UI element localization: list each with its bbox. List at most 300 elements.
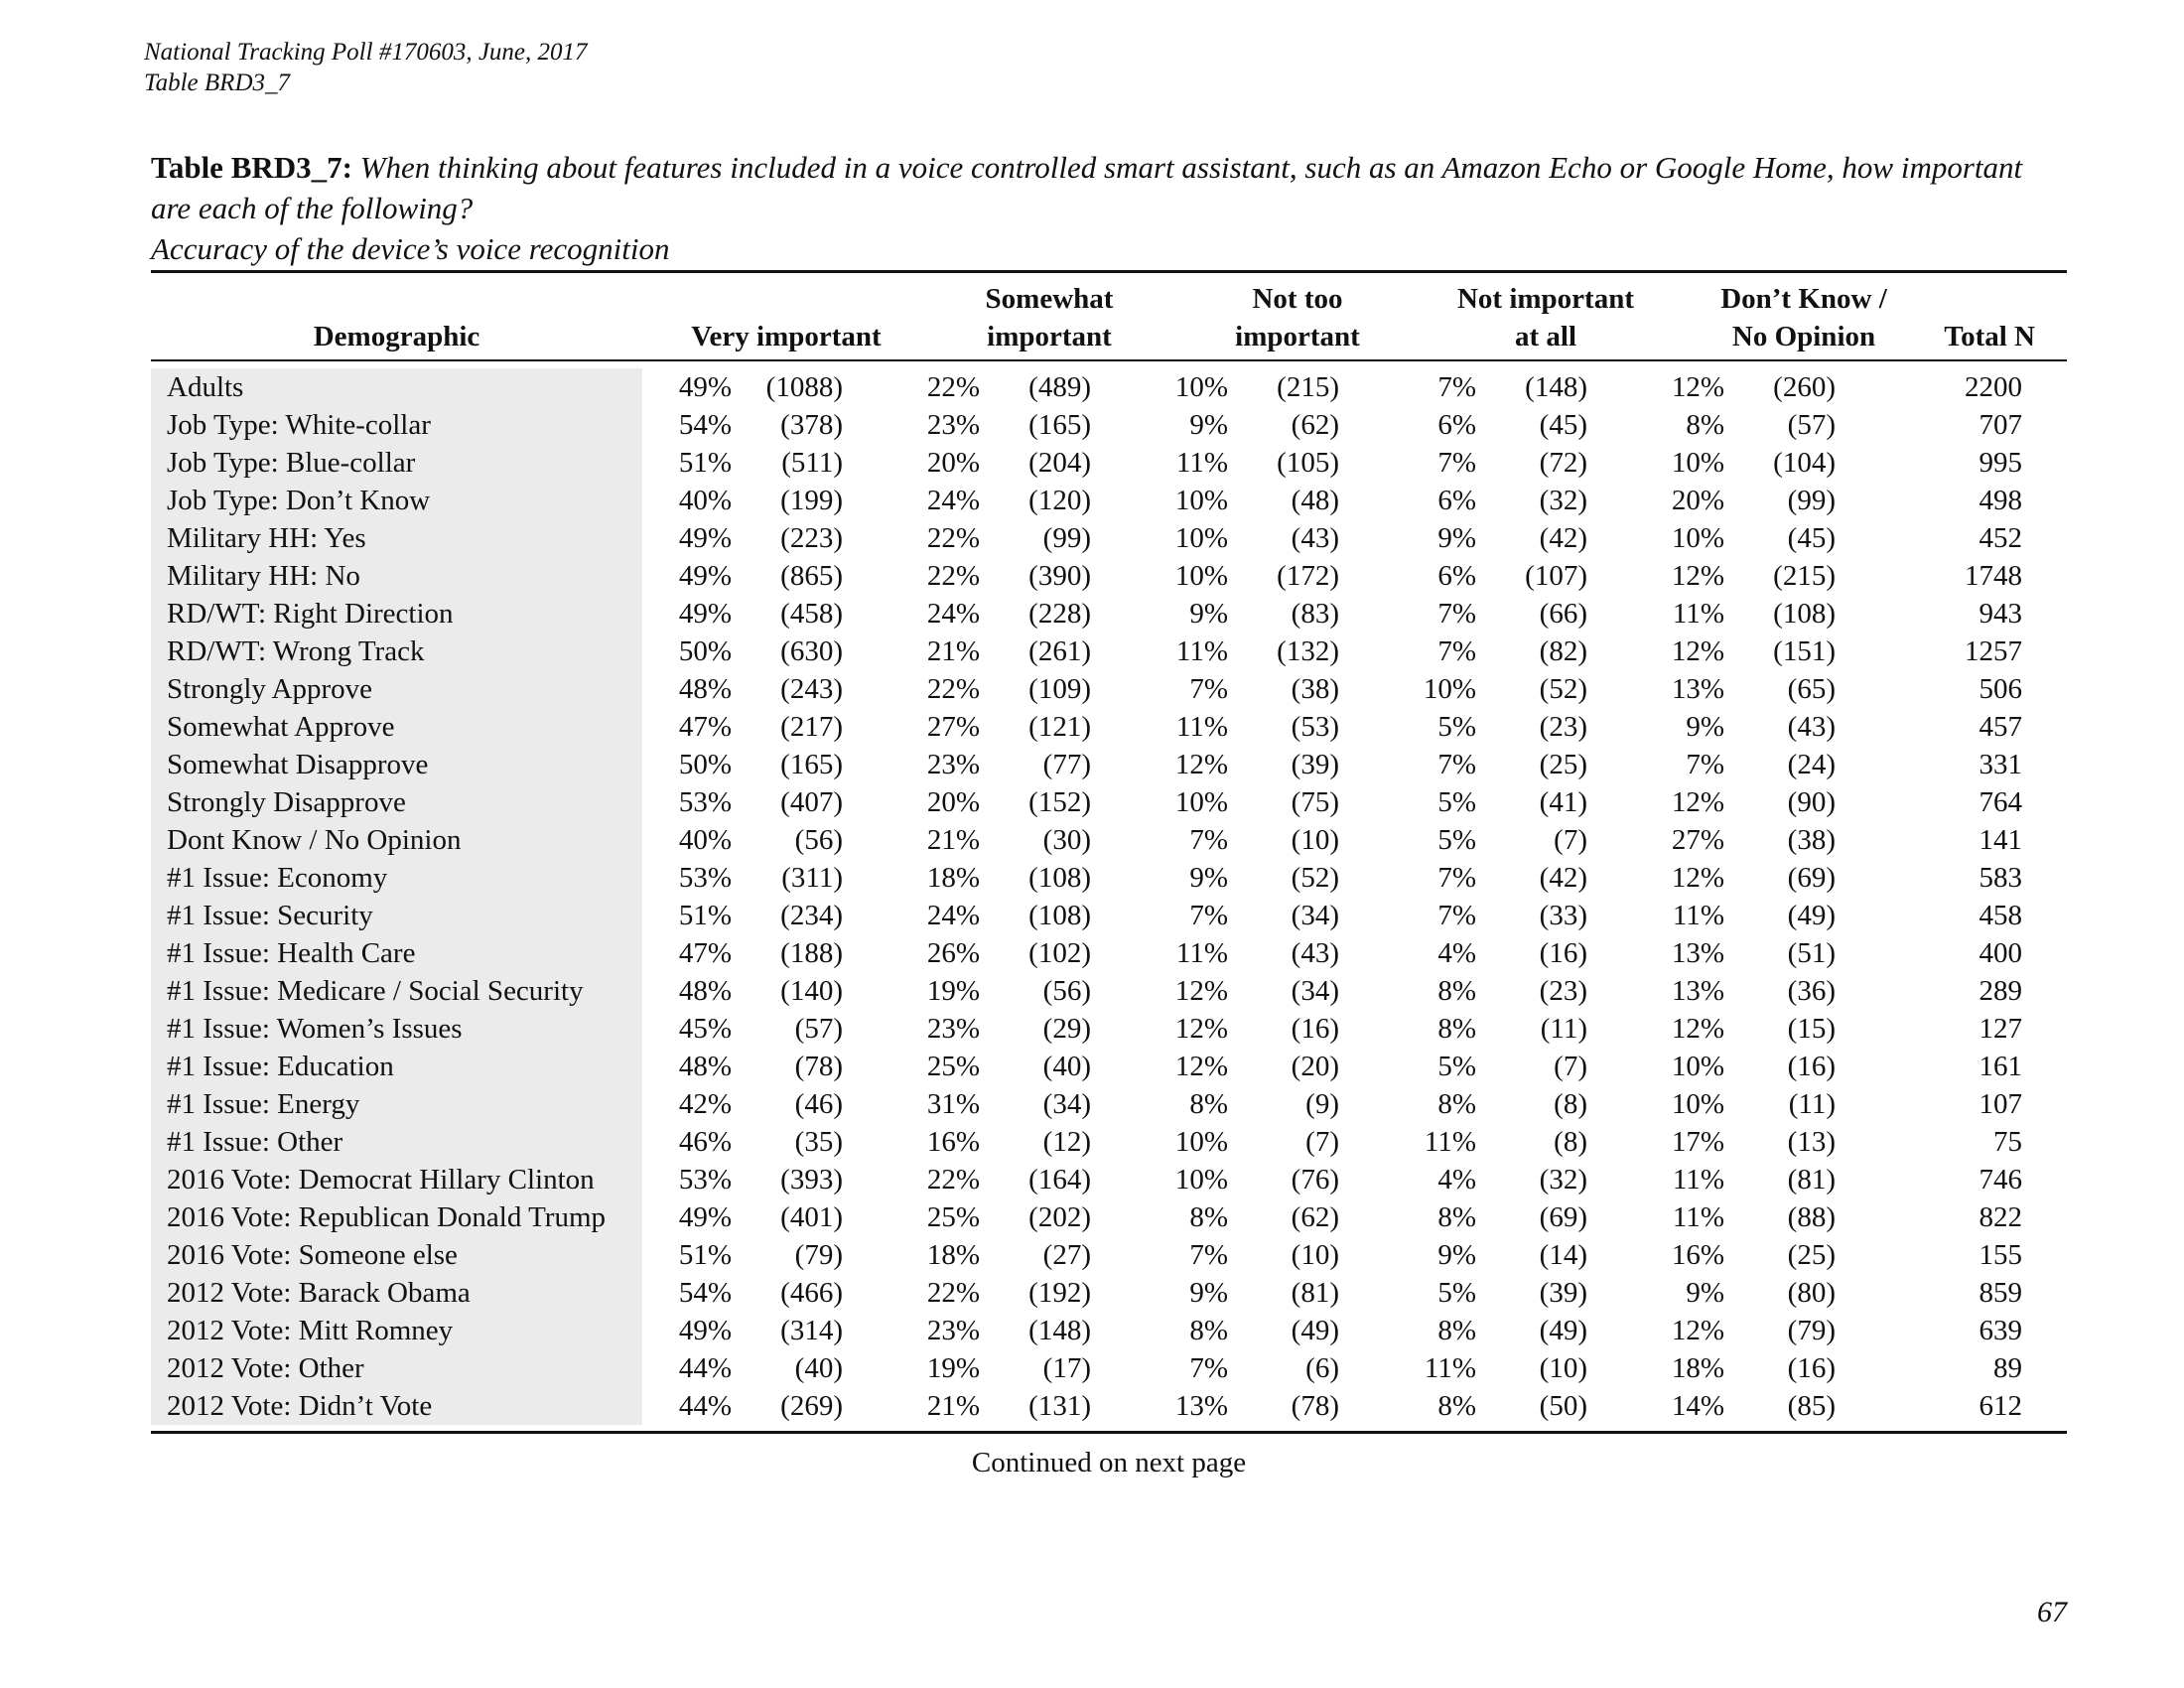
cell-somewhat-n: (261) <box>1028 635 1091 667</box>
cell-nottoo-n: (43) <box>1291 522 1339 554</box>
cell-dk-pct: 17% <box>1671 1126 1724 1158</box>
cell-very-n: (56) <box>794 824 843 856</box>
cell-very-pct: 51% <box>678 1239 732 1271</box>
cell-total-n: 75 <box>1993 1126 2022 1158</box>
cell-somewhat-pct: 22% <box>926 522 980 554</box>
cell-notatall-n: (82) <box>1539 635 1587 667</box>
running-header <box>144 37 588 98</box>
cell-somewhat-pct: 21% <box>926 635 980 667</box>
cell-notatall-n: (45) <box>1539 409 1587 441</box>
table-row <box>151 1161 2067 1198</box>
cell-dk-pct: 18% <box>1671 1352 1724 1384</box>
cell-very-pct: 53% <box>678 1164 732 1196</box>
cell-total-n: 155 <box>1979 1239 2022 1271</box>
cell-total-n: 141 <box>1979 824 2022 856</box>
cell-dk-n: (85) <box>1787 1390 1836 1422</box>
cell-notatall-pct: 5% <box>1437 786 1476 818</box>
cell-notatall-n: (72) <box>1539 447 1587 479</box>
row-label: #1 Issue: Other <box>151 1123 642 1161</box>
cell-notatall-n: (42) <box>1539 522 1587 554</box>
col-header-not-important-at-all: Not important at all <box>1456 283 1634 352</box>
cell-very-n: (199) <box>780 485 843 516</box>
cell-very-n: (407) <box>780 786 843 818</box>
cell-dk-n: (15) <box>1787 1013 1836 1045</box>
table-row <box>151 1198 2067 1236</box>
cell-nottoo-pct: 11% <box>1175 635 1228 667</box>
cell-very-pct: 49% <box>678 560 732 592</box>
cell-nottoo-pct: 8% <box>1189 1201 1228 1233</box>
cell-notatall-pct: 8% <box>1437 1201 1476 1233</box>
cell-very-n: (234) <box>780 900 843 931</box>
cell-total-n: 331 <box>1979 749 2022 780</box>
cell-very-n: (217) <box>780 711 843 743</box>
cell-total-n: 89 <box>1993 1352 2022 1384</box>
cell-dk-n: (36) <box>1787 975 1836 1007</box>
cell-dk-pct: 10% <box>1671 1051 1724 1082</box>
caption-lead: Table BRD3_7: <box>151 150 352 185</box>
table-caption <box>151 147 2067 269</box>
row-label: 2012 Vote: Mitt Romney <box>151 1312 642 1349</box>
cell-nottoo-n: (39) <box>1291 749 1339 780</box>
row-label: #1 Issue: Energy <box>151 1085 642 1123</box>
cell-nottoo-n: (20) <box>1291 1051 1339 1082</box>
cell-very-pct: 50% <box>678 749 732 780</box>
row-label: 2016 Vote: Democrat Hillary Clinton <box>151 1161 642 1198</box>
cell-nottoo-n: (52) <box>1291 862 1339 894</box>
poll-title: National Tracking Poll #170603, June, 2017 <box>144 39 588 66</box>
cell-notatall-pct: 7% <box>1437 635 1476 667</box>
cell-nottoo-pct: 7% <box>1189 824 1228 856</box>
cell-somewhat-n: (121) <box>1028 711 1091 743</box>
cell-somewhat-pct: 16% <box>926 1126 980 1158</box>
cell-nottoo-pct: 10% <box>1174 560 1228 592</box>
table-row <box>151 1312 2067 1349</box>
cell-notatall-n: (66) <box>1539 598 1587 630</box>
cell-notatall-n: (39) <box>1539 1277 1587 1309</box>
cell-notatall-pct: 5% <box>1437 1051 1476 1082</box>
cell-somewhat-n: (12) <box>1042 1126 1091 1158</box>
table-row <box>151 557 2067 595</box>
cell-notatall-pct: 7% <box>1437 598 1476 630</box>
cell-dk-pct: 9% <box>1686 711 1724 743</box>
cell-notatall-pct: 7% <box>1437 371 1476 403</box>
cell-nottoo-n: (10) <box>1291 824 1339 856</box>
cell-very-n: (311) <box>781 862 843 894</box>
cell-dk-n: (38) <box>1787 824 1836 856</box>
cell-somewhat-n: (202) <box>1028 1201 1091 1233</box>
cell-nottoo-pct: 9% <box>1189 409 1228 441</box>
cell-notatall-pct: 8% <box>1437 1315 1476 1346</box>
cell-notatall-n: (50) <box>1539 1390 1587 1422</box>
cell-somewhat-pct: 31% <box>926 1088 980 1120</box>
cell-dk-n: (151) <box>1773 635 1836 667</box>
cell-dk-n: (260) <box>1773 371 1836 403</box>
cell-notatall-n: (69) <box>1539 1201 1587 1233</box>
cell-nottoo-pct: 9% <box>1189 1277 1228 1309</box>
cell-very-n: (401) <box>780 1201 843 1233</box>
caption-question: When thinking about features included in a voice controlled smart assistant, such as an Amazon Echo or Google Home, how important are each of the following? <box>151 150 2023 225</box>
col-header-dont-know: Don’t Know / No Opinion <box>1720 283 1887 352</box>
table-row <box>151 972 2067 1010</box>
cell-dk-pct: 12% <box>1671 786 1724 818</box>
cell-notatall-pct: 9% <box>1437 522 1476 554</box>
cell-nottoo-pct: 7% <box>1189 1352 1228 1384</box>
cell-dk-pct: 12% <box>1671 1013 1724 1045</box>
cell-notatall-n: (25) <box>1539 749 1587 780</box>
cell-notatall-pct: 8% <box>1437 1390 1476 1422</box>
cell-very-pct: 46% <box>678 1126 732 1158</box>
cell-total-n: 822 <box>1979 1201 2022 1233</box>
cell-somewhat-n: (131) <box>1028 1390 1091 1422</box>
cell-somewhat-pct: 21% <box>926 824 980 856</box>
row-label: 2016 Vote: Someone else <box>151 1236 642 1274</box>
cell-dk-pct: 11% <box>1672 900 1724 931</box>
cell-somewhat-n: (228) <box>1028 598 1091 630</box>
cell-notatall-pct: 10% <box>1423 673 1476 705</box>
cell-somewhat-n: (29) <box>1042 1013 1091 1045</box>
cell-nottoo-pct: 11% <box>1175 711 1228 743</box>
row-label: #1 Issue: Health Care <box>151 934 642 972</box>
cell-very-pct: 45% <box>678 1013 732 1045</box>
cell-nottoo-n: (62) <box>1291 409 1339 441</box>
cell-very-n: (269) <box>780 1390 843 1422</box>
row-label: 2012 Vote: Other <box>151 1349 642 1387</box>
cell-dk-n: (90) <box>1787 786 1836 818</box>
cell-dk-pct: 13% <box>1671 975 1724 1007</box>
table-row <box>151 934 2067 972</box>
col-header-very-important: Very important <box>691 321 882 352</box>
cell-notatall-n: (33) <box>1539 900 1587 931</box>
cell-notatall-n: (41) <box>1539 786 1587 818</box>
cell-nottoo-pct: 12% <box>1174 749 1228 780</box>
cell-total-n: 707 <box>1979 409 2022 441</box>
row-label: Military HH: Yes <box>151 519 642 557</box>
row-label: Military HH: No <box>151 557 642 595</box>
table-row <box>151 444 2067 482</box>
cell-somewhat-n: (192) <box>1028 1277 1091 1309</box>
cell-notatall-pct: 7% <box>1437 862 1476 894</box>
cell-very-pct: 49% <box>678 1201 732 1233</box>
cell-somewhat-n: (99) <box>1042 522 1091 554</box>
cell-dk-pct: 12% <box>1671 371 1724 403</box>
cell-total-n: 400 <box>1979 937 2022 969</box>
cell-very-n: (630) <box>780 635 843 667</box>
cell-somewhat-n: (489) <box>1028 371 1091 403</box>
table-row <box>151 1349 2067 1387</box>
cell-very-n: (458) <box>780 598 843 630</box>
cell-notatall-pct: 9% <box>1437 1239 1476 1271</box>
table-row <box>151 595 2067 633</box>
table-row <box>151 708 2067 746</box>
cell-very-pct: 47% <box>678 937 732 969</box>
cell-somewhat-n: (102) <box>1028 937 1091 969</box>
cell-somewhat-pct: 23% <box>926 1315 980 1346</box>
cell-somewhat-pct: 22% <box>926 1164 980 1196</box>
cell-dk-n: (16) <box>1787 1352 1836 1384</box>
cell-very-n: (78) <box>794 1051 843 1082</box>
row-label: RD/WT: Right Direction <box>151 595 642 633</box>
table-row <box>151 1123 2067 1161</box>
cell-nottoo-n: (6) <box>1305 1352 1339 1384</box>
cell-nottoo-n: (7) <box>1305 1126 1339 1158</box>
cell-somewhat-n: (390) <box>1028 560 1091 592</box>
cell-nottoo-pct: 13% <box>1174 1390 1228 1422</box>
cell-somewhat-n: (56) <box>1042 975 1091 1007</box>
cell-nottoo-pct: 10% <box>1174 371 1228 403</box>
cell-nottoo-pct: 10% <box>1174 522 1228 554</box>
cell-notatall-pct: 5% <box>1437 824 1476 856</box>
row-label: Dont Know / No Opinion <box>151 821 642 859</box>
cell-somewhat-n: (34) <box>1042 1088 1091 1120</box>
cell-very-pct: 47% <box>678 711 732 743</box>
cell-notatall-n: (148) <box>1525 371 1587 403</box>
cell-total-n: 2200 <box>1965 371 2022 403</box>
cell-total-n: 639 <box>1979 1315 2022 1346</box>
cell-nottoo-n: (215) <box>1277 371 1339 403</box>
table-row <box>151 1085 2067 1123</box>
row-label: Job Type: Blue-collar <box>151 444 642 482</box>
cell-very-pct: 54% <box>678 1277 732 1309</box>
cell-total-n: 746 <box>1979 1164 2022 1196</box>
row-label: Somewhat Approve <box>151 708 642 746</box>
row-label: 2012 Vote: Didn’t Vote <box>151 1387 642 1425</box>
cell-nottoo-n: (9) <box>1305 1088 1339 1120</box>
cell-dk-pct: 12% <box>1671 635 1724 667</box>
cell-nottoo-n: (53) <box>1291 711 1339 743</box>
cell-somewhat-n: (152) <box>1028 786 1091 818</box>
cell-notatall-n: (14) <box>1539 1239 1587 1271</box>
cell-nottoo-n: (10) <box>1291 1239 1339 1271</box>
cell-somewhat-pct: 22% <box>926 1277 980 1309</box>
cell-notatall-n: (107) <box>1525 560 1587 592</box>
cell-very-n: (378) <box>780 409 843 441</box>
cell-total-n: 161 <box>1979 1051 2022 1082</box>
cell-notatall-n: (23) <box>1539 711 1587 743</box>
cell-very-pct: 54% <box>678 409 732 441</box>
cell-very-n: (35) <box>794 1126 843 1158</box>
cell-dk-pct: 10% <box>1671 522 1724 554</box>
cell-very-pct: 51% <box>678 447 732 479</box>
cell-dk-n: (79) <box>1787 1315 1836 1346</box>
cell-somewhat-n: (120) <box>1028 485 1091 516</box>
col-header-not-too-important: Not too important <box>1235 283 1360 352</box>
cell-somewhat-n: (30) <box>1042 824 1091 856</box>
cell-dk-pct: 10% <box>1671 447 1724 479</box>
cell-somewhat-pct: 19% <box>926 975 980 1007</box>
cell-nottoo-n: (43) <box>1291 937 1339 969</box>
table-row <box>151 406 2067 444</box>
cell-nottoo-pct: 7% <box>1189 900 1228 931</box>
cell-somewhat-pct: 25% <box>926 1051 980 1082</box>
cell-somewhat-n: (165) <box>1028 409 1091 441</box>
table-row <box>151 519 2067 557</box>
cell-dk-n: (25) <box>1787 1239 1836 1271</box>
cell-total-n: 458 <box>1979 900 2022 931</box>
cell-dk-n: (80) <box>1787 1277 1836 1309</box>
cell-nottoo-n: (105) <box>1277 447 1339 479</box>
cell-very-n: (511) <box>781 447 843 479</box>
cell-nottoo-pct: 7% <box>1189 673 1228 705</box>
cell-very-n: (466) <box>780 1277 843 1309</box>
cell-very-pct: 53% <box>678 786 732 818</box>
cell-very-pct: 49% <box>678 598 732 630</box>
cell-notatall-pct: 7% <box>1437 900 1476 931</box>
cell-somewhat-pct: 20% <box>926 447 980 479</box>
cell-dk-n: (69) <box>1787 862 1836 894</box>
cell-notatall-pct: 8% <box>1437 1088 1476 1120</box>
row-label: RD/WT: Wrong Track <box>151 633 642 670</box>
cell-dk-pct: 13% <box>1671 937 1724 969</box>
cell-notatall-pct: 6% <box>1437 485 1476 516</box>
cell-nottoo-n: (75) <box>1291 786 1339 818</box>
cell-dk-n: (13) <box>1787 1126 1836 1158</box>
table-row <box>151 783 2067 821</box>
cell-very-n: (243) <box>780 673 843 705</box>
page-number: 67 <box>2037 1596 2067 1628</box>
row-label: Strongly Disapprove <box>151 783 642 821</box>
cell-nottoo-n: (48) <box>1291 485 1339 516</box>
cell-notatall-pct: 11% <box>1424 1126 1476 1158</box>
cell-somewhat-n: (108) <box>1028 862 1091 894</box>
cell-somewhat-pct: 26% <box>926 937 980 969</box>
cell-somewhat-pct: 22% <box>926 673 980 705</box>
cell-dk-pct: 12% <box>1671 1315 1724 1346</box>
row-label: Job Type: Don’t Know <box>151 482 642 519</box>
cell-dk-pct: 16% <box>1671 1239 1724 1271</box>
cell-very-pct: 40% <box>678 824 732 856</box>
cell-dk-pct: 13% <box>1671 673 1724 705</box>
cell-somewhat-pct: 20% <box>926 786 980 818</box>
cell-somewhat-n: (77) <box>1042 749 1091 780</box>
cell-very-n: (140) <box>780 975 843 1007</box>
cell-somewhat-pct: 18% <box>926 1239 980 1271</box>
cell-dk-n: (11) <box>1788 1088 1836 1120</box>
cell-somewhat-n: (204) <box>1028 447 1091 479</box>
table-row <box>151 1048 2067 1085</box>
cell-notatall-n: (10) <box>1539 1352 1587 1384</box>
table-row <box>151 859 2067 897</box>
cell-dk-pct: 9% <box>1686 1277 1724 1309</box>
cell-notatall-n: (49) <box>1539 1315 1587 1346</box>
cell-very-pct: 49% <box>678 371 732 403</box>
table-body <box>151 368 2067 1425</box>
table-row <box>151 821 2067 859</box>
cell-very-pct: 40% <box>678 485 732 516</box>
row-label: #1 Issue: Medicare / Social Security <box>151 972 642 1010</box>
cell-total-n: 764 <box>1979 786 2022 818</box>
cell-notatall-pct: 5% <box>1437 1277 1476 1309</box>
cell-total-n: 452 <box>1979 522 2022 554</box>
table-id: Table BRD3_7 <box>144 70 290 96</box>
cell-nottoo-n: (78) <box>1291 1390 1339 1422</box>
cell-total-n: 995 <box>1979 447 2022 479</box>
cell-total-n: 943 <box>1979 598 2022 630</box>
cell-nottoo-pct: 12% <box>1174 1013 1228 1045</box>
cell-notatall-n: (16) <box>1539 937 1587 969</box>
cell-notatall-n: (11) <box>1540 1013 1587 1045</box>
cell-somewhat-pct: 19% <box>926 1352 980 1384</box>
cell-nottoo-pct: 7% <box>1189 1239 1228 1271</box>
cell-dk-pct: 12% <box>1671 862 1724 894</box>
cell-somewhat-pct: 18% <box>926 862 980 894</box>
cell-total-n: 612 <box>1979 1390 2022 1422</box>
cell-notatall-pct: 7% <box>1437 749 1476 780</box>
cell-very-pct: 51% <box>678 900 732 931</box>
cell-very-pct: 53% <box>678 862 732 894</box>
cell-notatall-pct: 5% <box>1437 711 1476 743</box>
row-label: Adults <box>151 368 642 406</box>
table-top-rule <box>151 270 2067 273</box>
table-bottom-rule <box>151 1431 2067 1434</box>
cell-somewhat-n: (109) <box>1028 673 1091 705</box>
cell-dk-n: (57) <box>1787 409 1836 441</box>
cell-notatall-n: (7) <box>1554 1051 1587 1082</box>
cell-nottoo-n: (16) <box>1291 1013 1339 1045</box>
cell-somewhat-n: (17) <box>1042 1352 1091 1384</box>
cell-very-n: (57) <box>794 1013 843 1045</box>
cell-very-pct: 44% <box>678 1390 732 1422</box>
cell-somewhat-pct: 24% <box>926 900 980 931</box>
cell-total-n: 1748 <box>1965 560 2022 592</box>
cell-somewhat-n: (27) <box>1042 1239 1091 1271</box>
table-row <box>151 1274 2067 1312</box>
col-header-demographic: Demographic <box>313 321 480 352</box>
cell-notatall-pct: 8% <box>1437 975 1476 1007</box>
table-row <box>151 1387 2067 1425</box>
row-label: 2016 Vote: Republican Donald Trump <box>151 1198 642 1236</box>
cell-notatall-n: (32) <box>1539 485 1587 516</box>
cell-dk-n: (108) <box>1773 598 1836 630</box>
cell-nottoo-n: (49) <box>1291 1315 1339 1346</box>
cell-somewhat-pct: 22% <box>926 560 980 592</box>
cell-somewhat-pct: 23% <box>926 749 980 780</box>
table-row <box>151 897 2067 934</box>
cell-notatall-n: (52) <box>1539 673 1587 705</box>
cell-very-n: (393) <box>780 1164 843 1196</box>
cell-somewhat-pct: 25% <box>926 1201 980 1233</box>
cell-dk-pct: 7% <box>1686 749 1724 780</box>
table-row <box>151 368 2067 406</box>
cell-nottoo-pct: 11% <box>1175 447 1228 479</box>
row-label: 2012 Vote: Barack Obama <box>151 1274 642 1312</box>
cell-somewhat-n: (148) <box>1028 1315 1091 1346</box>
cell-somewhat-pct: 23% <box>926 409 980 441</box>
row-label: #1 Issue: Women’s Issues <box>151 1010 642 1048</box>
cell-nottoo-pct: 10% <box>1174 786 1228 818</box>
col-header-somewhat-important: Somewhat important <box>985 283 1114 352</box>
cell-nottoo-pct: 12% <box>1174 1051 1228 1082</box>
cell-dk-n: (49) <box>1787 900 1836 931</box>
row-label: #1 Issue: Economy <box>151 859 642 897</box>
cell-dk-n: (45) <box>1787 522 1836 554</box>
cell-very-n: (40) <box>794 1352 843 1384</box>
row-label: #1 Issue: Education <box>151 1048 642 1085</box>
cell-total-n: 1257 <box>1965 635 2022 667</box>
cell-very-n: (223) <box>780 522 843 554</box>
cell-very-n: (188) <box>780 937 843 969</box>
cell-somewhat-pct: 24% <box>926 485 980 516</box>
cell-dk-n: (16) <box>1787 1051 1836 1082</box>
cell-somewhat-n: (164) <box>1028 1164 1091 1196</box>
cell-dk-pct: 8% <box>1686 409 1724 441</box>
col-header-total-n: Total N <box>1944 321 2035 352</box>
cell-very-pct: 42% <box>678 1088 732 1120</box>
cell-dk-pct: 12% <box>1671 560 1724 592</box>
cell-very-n: (314) <box>780 1315 843 1346</box>
cell-somewhat-pct: 24% <box>926 598 980 630</box>
cell-total-n: 583 <box>1979 862 2022 894</box>
table-header-rule <box>151 359 2067 361</box>
